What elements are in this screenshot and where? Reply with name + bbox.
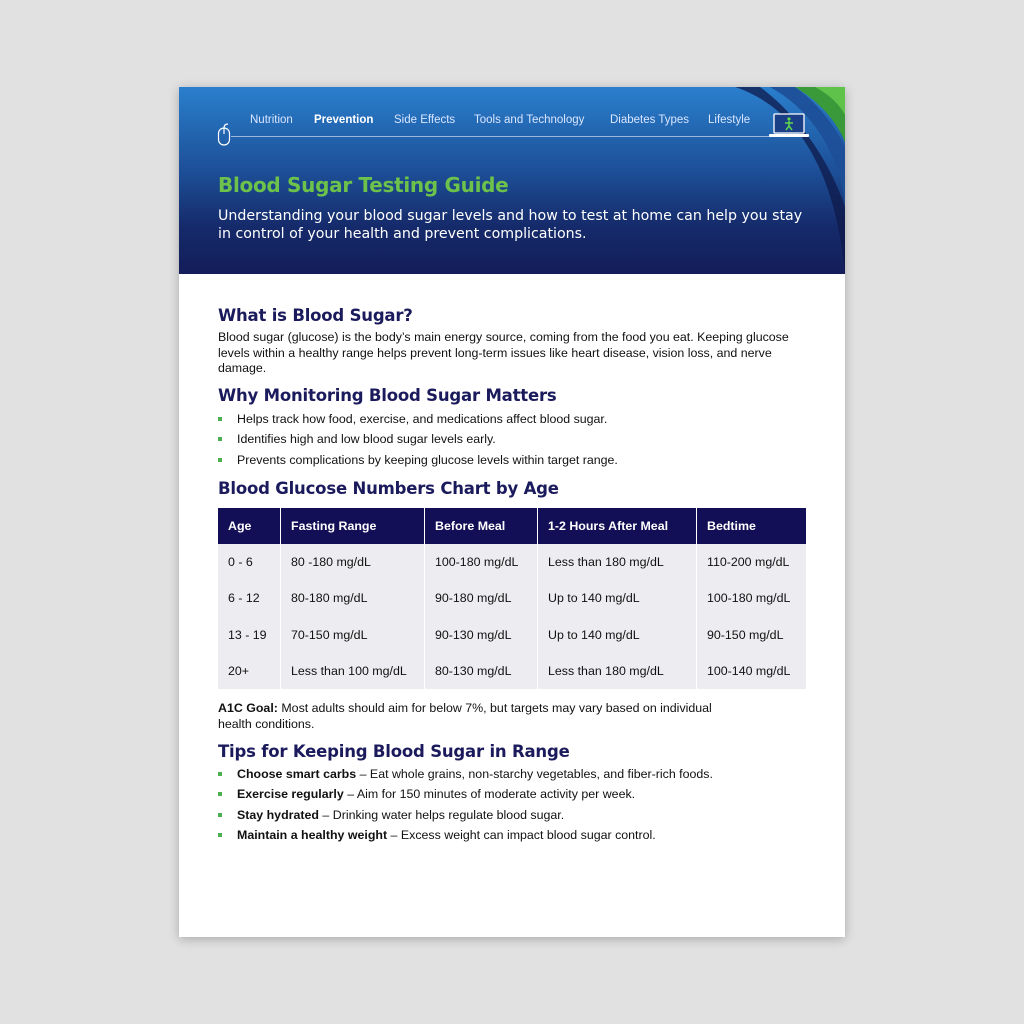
nav-item-prevention[interactable]: Prevention	[314, 114, 374, 126]
list-item-text: Prevents complications by keeping glucose levels within target range.	[237, 452, 618, 467]
a1c-note	[218, 701, 738, 732]
table-cell: 13 - 19	[218, 617, 281, 653]
tip-text: – Excess weight can impact blood sugar control.	[390, 827, 656, 842]
header-banner	[179, 87, 845, 274]
list-item	[218, 450, 818, 470]
table-cell: 100-180 mg/dL	[425, 544, 538, 580]
table-cell: 6 - 12	[218, 580, 281, 616]
tips-bullet-list	[218, 764, 818, 845]
list-item	[218, 764, 818, 784]
table-cell: 90-150 mg/dL	[697, 617, 807, 653]
section-heading-chart: Blood Glucose Numbers Chart by Age	[218, 479, 559, 498]
glucose-table	[218, 508, 806, 689]
section-heading-tips: Tips for Keeping Blood Sugar in Range	[218, 742, 570, 761]
table-row	[218, 544, 806, 580]
bullet-icon	[218, 792, 222, 796]
table-cell: Up to 140 mg/dL	[538, 580, 697, 616]
table-cell: 110-200 mg/dL	[697, 544, 807, 580]
list-item-text: Helps track how food, exercise, and medications affect blood sugar.	[237, 412, 608, 426]
list-item	[218, 429, 818, 449]
table-cell: 20+	[218, 653, 281, 689]
table-header-cell: Age	[218, 508, 281, 544]
page-subtitle: Understanding your blood sugar levels and how to test at home can help you stay in control of your health and prevent complications.	[218, 208, 803, 242]
tip-title: Stay hydrated	[237, 807, 319, 822]
list-item	[218, 784, 818, 804]
table-header-cell: Fasting Range	[281, 508, 425, 544]
list-item	[218, 409, 818, 429]
tip-text: – Eat whole grains, non-starchy vegetables, and fiber-rich foods.	[359, 767, 713, 781]
a1c-label: A1C Goal:	[218, 701, 278, 715]
tip-text: – Aim for 150 minutes of moderate activity per week.	[347, 787, 636, 802]
table-row	[218, 653, 806, 689]
table-cell: 70-150 mg/dL	[281, 617, 425, 653]
table-header-cell: Bedtime	[697, 508, 807, 544]
tip-title: Exercise regularly	[237, 787, 344, 802]
tip-title: Choose smart carbs	[237, 767, 357, 781]
table-cell: 80-130 mg/dL	[425, 653, 538, 689]
table-cell: 90-130 mg/dL	[425, 617, 538, 653]
section-heading-why: Why Monitoring Blood Sugar Matters	[218, 386, 557, 405]
decorative-swoosh	[665, 87, 845, 274]
section-heading-what: What is Blood Sugar?	[218, 306, 413, 325]
why-bullet-list	[218, 409, 818, 470]
bullet-icon	[218, 417, 222, 421]
nav-item-nutrition[interactable]: Nutrition	[250, 114, 293, 126]
mouse-icon	[217, 123, 231, 147]
table-cell: 100-140 mg/dL	[697, 653, 807, 689]
table-row	[218, 617, 806, 653]
bullet-icon	[218, 437, 222, 441]
table-cell: Less than 180 mg/dL	[538, 544, 697, 580]
bullet-icon	[218, 772, 222, 776]
table-header-cell: Before Meal	[425, 508, 538, 544]
what-paragraph: Blood sugar (glucose) is the body’s main energy source, coming from the food you eat. Keeping glucose levels within a healthy range helps prevent long-term issues like heart disease, vision loss, and nerve damage.	[218, 330, 789, 376]
table-cell: 90-180 mg/dL	[425, 580, 538, 616]
nav-divider	[231, 136, 783, 137]
a1c-text: Most adults should aim for below 7%, but targets may vary based on individual health conditions.	[218, 701, 712, 731]
nav-item-tools-technology[interactable]: Tools and Technology	[474, 114, 585, 126]
bullet-icon	[218, 813, 222, 817]
tip-text: – Drinking water helps regulate blood sugar.	[322, 807, 565, 822]
nav-item-diabetes-types[interactable]: Diabetes Types	[610, 114, 690, 126]
list-item	[218, 805, 818, 825]
table-cell: 80-180 mg/dL	[281, 580, 425, 616]
tip-title: Maintain a healthy weight	[237, 827, 388, 842]
bullet-icon	[218, 458, 222, 462]
table-cell: Up to 140 mg/dL	[538, 617, 697, 653]
table-cell: 100-180 mg/dL	[697, 580, 807, 616]
list-item	[218, 825, 818, 845]
bullet-icon	[218, 833, 222, 837]
page-title: Blood Sugar Testing Guide	[218, 173, 509, 197]
table-cell: Less than 180 mg/dL	[538, 653, 697, 689]
table-cell: 0 - 6	[218, 544, 281, 580]
table-cell: 80 -180 mg/dL	[281, 544, 425, 580]
table-cell: Less than 100 mg/dL	[281, 653, 425, 689]
nav-item-side-effects[interactable]: Side Effects	[394, 114, 456, 126]
document-page	[179, 87, 845, 937]
table-header-cell: 1-2 Hours After Meal	[538, 508, 697, 544]
list-item-text: Identifies high and low blood sugar levels early.	[237, 432, 496, 447]
table-row	[218, 580, 806, 616]
table-header-row	[218, 508, 806, 544]
laptop-icon	[769, 113, 809, 139]
nav-item-lifestyle[interactable]: Lifestyle	[708, 114, 751, 126]
